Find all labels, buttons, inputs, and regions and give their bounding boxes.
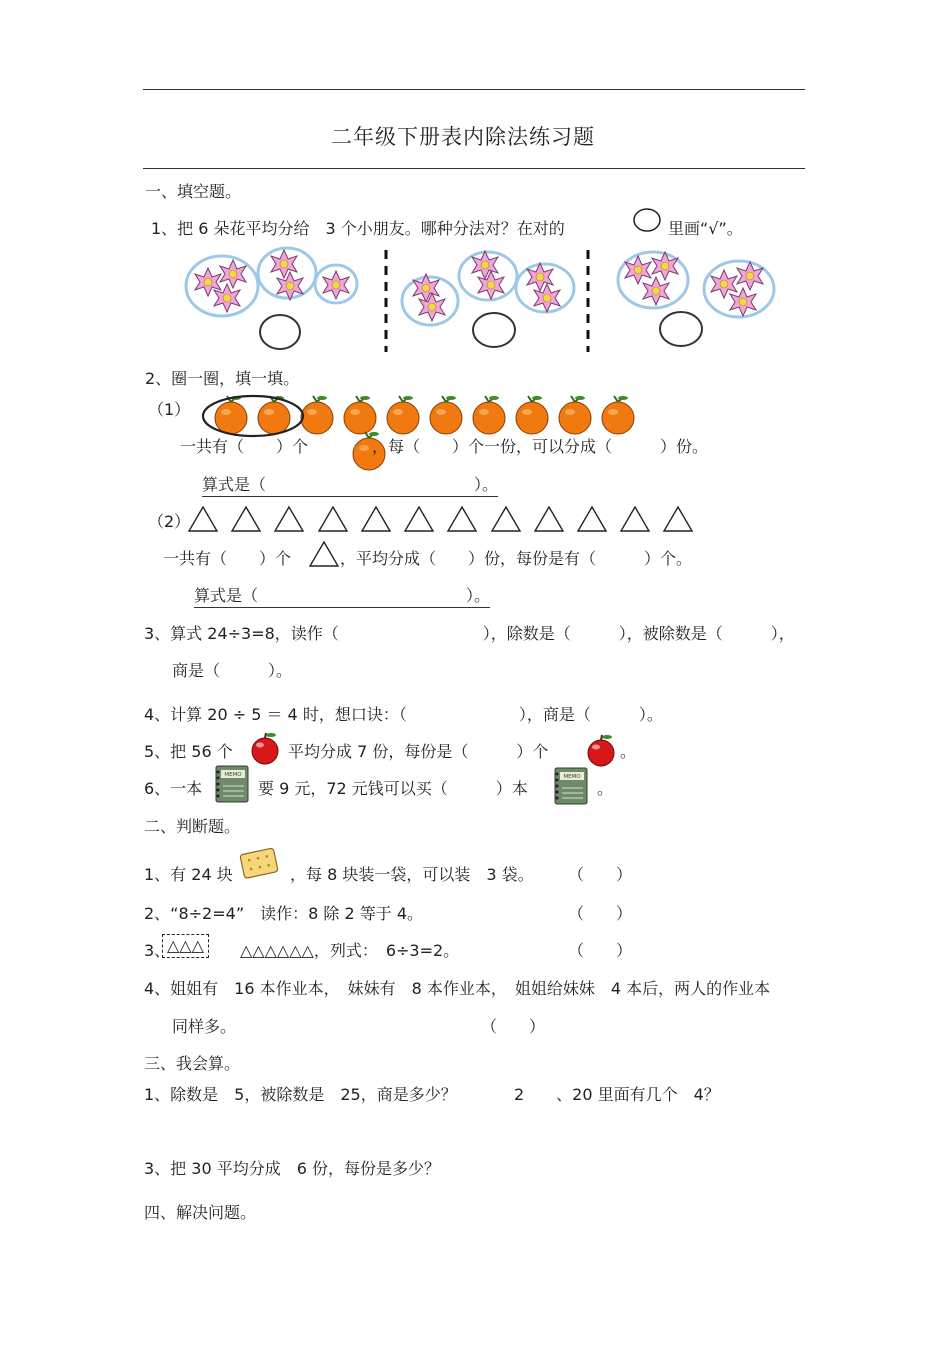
- title-rule: [143, 168, 805, 169]
- orange-icon: [602, 396, 634, 434]
- orange-icon: [473, 396, 505, 434]
- orange-icon: [430, 396, 462, 434]
- q2-part1-label: （1）: [148, 400, 191, 419]
- triangle-icon: [448, 507, 476, 531]
- judge-4-text-b: 同样多。: [172, 1017, 237, 1036]
- section-3-heading: 三、我会算。: [144, 1054, 241, 1073]
- q5-text-b: 平均分成 7 份，每份是（ ）个: [288, 742, 549, 761]
- triangle-icon: [621, 507, 649, 531]
- flower-icon: [534, 284, 560, 312]
- triangle-icon: [664, 507, 692, 531]
- flower-icon: [323, 271, 349, 299]
- flower-icon: [419, 293, 445, 321]
- calc-3-text: 3、把 30 平均分成 6 份，每份是多少？: [144, 1159, 440, 1178]
- flower-groups-figure: [180, 246, 790, 360]
- apple-icon: [248, 731, 282, 765]
- q6-text-c: 。: [597, 779, 614, 798]
- flower-icon: [271, 250, 297, 278]
- triangle-icon: [189, 507, 217, 531]
- triangle-icon: [362, 507, 390, 531]
- answer-circle-a: [260, 315, 300, 349]
- q2-part1-line-a: 一共有（ ）个: [180, 437, 309, 456]
- flower-icon: [643, 277, 669, 305]
- section-2-heading: 二、判断题。: [144, 817, 241, 836]
- cracker-icon: [238, 845, 282, 881]
- answer-circle-icon: [632, 207, 662, 235]
- q2-part2-line-a: 一共有（ ）个: [163, 549, 292, 568]
- flower-option-b: [402, 251, 574, 347]
- q3-line-a: 3、算式 24÷3=8，读作（ ），除数是（ ），被除数是（ ），: [144, 624, 795, 643]
- judge-4-text-a: 4、姐姐有 16 本作业本， 妹妹有 8 本作业本， 姐姐给妹妹 4 本后，两人的作业本: [144, 979, 771, 998]
- flower-icon: [711, 270, 737, 298]
- triangle-icon: [492, 507, 520, 531]
- q2-part2-line-b: ，平均分成（ ）份，每份是有（ ）个。: [340, 549, 693, 568]
- q5-text-a: 5、把 56 个: [144, 742, 233, 761]
- notebook-icon: [553, 766, 589, 806]
- q5-text-c: 。: [620, 742, 637, 761]
- answer-circle-b: [473, 313, 515, 347]
- orange-icon: [559, 396, 591, 434]
- section-4-heading: 四、解决问题。: [144, 1203, 257, 1222]
- triangle-icon: [319, 507, 347, 531]
- calc-1-text: 1、除数是 5，被除数是 25，商是多少？: [144, 1085, 457, 1104]
- notebook-icon: [214, 764, 250, 804]
- flower-icon: [220, 260, 246, 288]
- judge-3-dashed-box: △△△: [162, 934, 209, 958]
- triangle-icon: [578, 507, 606, 531]
- q2-part1-formula: 算式是（ ）。: [202, 472, 498, 497]
- judge-3-text-a: 3、: [144, 941, 171, 960]
- flower-icon: [730, 288, 756, 316]
- judge-1-text-b: ，每 8 块装一袋，可以装 3 袋。: [290, 865, 534, 884]
- orange-icon: [387, 396, 419, 434]
- judge-3-answer[interactable]: （ ）: [568, 941, 633, 960]
- q6-text-a: 6、一本: [144, 779, 203, 798]
- judge-2-answer[interactable]: （ ）: [568, 904, 633, 923]
- triangle-icon: [535, 507, 563, 531]
- flower-option-a: [186, 248, 357, 349]
- judge-1-text-a: 1、有 24 块: [144, 865, 233, 884]
- triangle-icon: [308, 540, 342, 568]
- orange-icon: [516, 396, 548, 434]
- apple-icon: [584, 733, 618, 767]
- top-rule: [143, 89, 805, 90]
- q3-line-b: 商是（ ）。: [172, 661, 293, 680]
- judge-3-text-b: △△△△△△，列式： 6÷3=2。: [240, 941, 460, 960]
- judge-4-answer[interactable]: （ ）: [481, 1017, 546, 1036]
- notebook-label: MEMO: [563, 774, 581, 780]
- calc-2-text: 2 、20 里面有几个 4？: [514, 1085, 720, 1104]
- judge-1-answer[interactable]: （ ）: [568, 865, 633, 884]
- q2-part2-label: （2）: [148, 512, 191, 531]
- q4-text: 4、计算 20 ÷ 5 ＝ 4 时，想口诀：（ ），商是（ ）。: [144, 705, 663, 724]
- q2-part2-formula: 算式是（ ）。: [194, 583, 490, 608]
- judge-2-text: 2、“8÷2=4” 读作：8 除 2 等于 4。: [144, 904, 423, 923]
- q1-text-after: 里画“√”。: [668, 219, 743, 238]
- flower-option-c: [618, 252, 774, 346]
- q6-text-b: 要 9 元，72 元钱可以买（ ）本: [258, 779, 528, 798]
- oranges-row: [196, 392, 646, 440]
- answer-circle-c: [660, 312, 702, 346]
- triangle-icon: [275, 507, 303, 531]
- triangle-icon: [405, 507, 433, 531]
- orange-icon: [301, 396, 333, 434]
- notebook-label: MEMO: [224, 772, 242, 778]
- section-1-heading: 一、填空题。: [145, 182, 242, 201]
- q2-part1-line-b: ，每（ ）个一份，可以分成（ ）份。: [372, 437, 709, 456]
- orange-icon: [344, 396, 376, 434]
- page-title: 二年级下册表内除法练习题: [331, 125, 595, 149]
- q2-heading: 2、圈一圈，填一填。: [145, 369, 300, 388]
- triangles-row: [186, 504, 696, 534]
- triangle-icon: [232, 507, 260, 531]
- q1-text: 1、把 6 朵花平均分给 3 个小朋友。哪种分法对？在对的: [151, 219, 565, 238]
- flower-icon: [478, 271, 504, 299]
